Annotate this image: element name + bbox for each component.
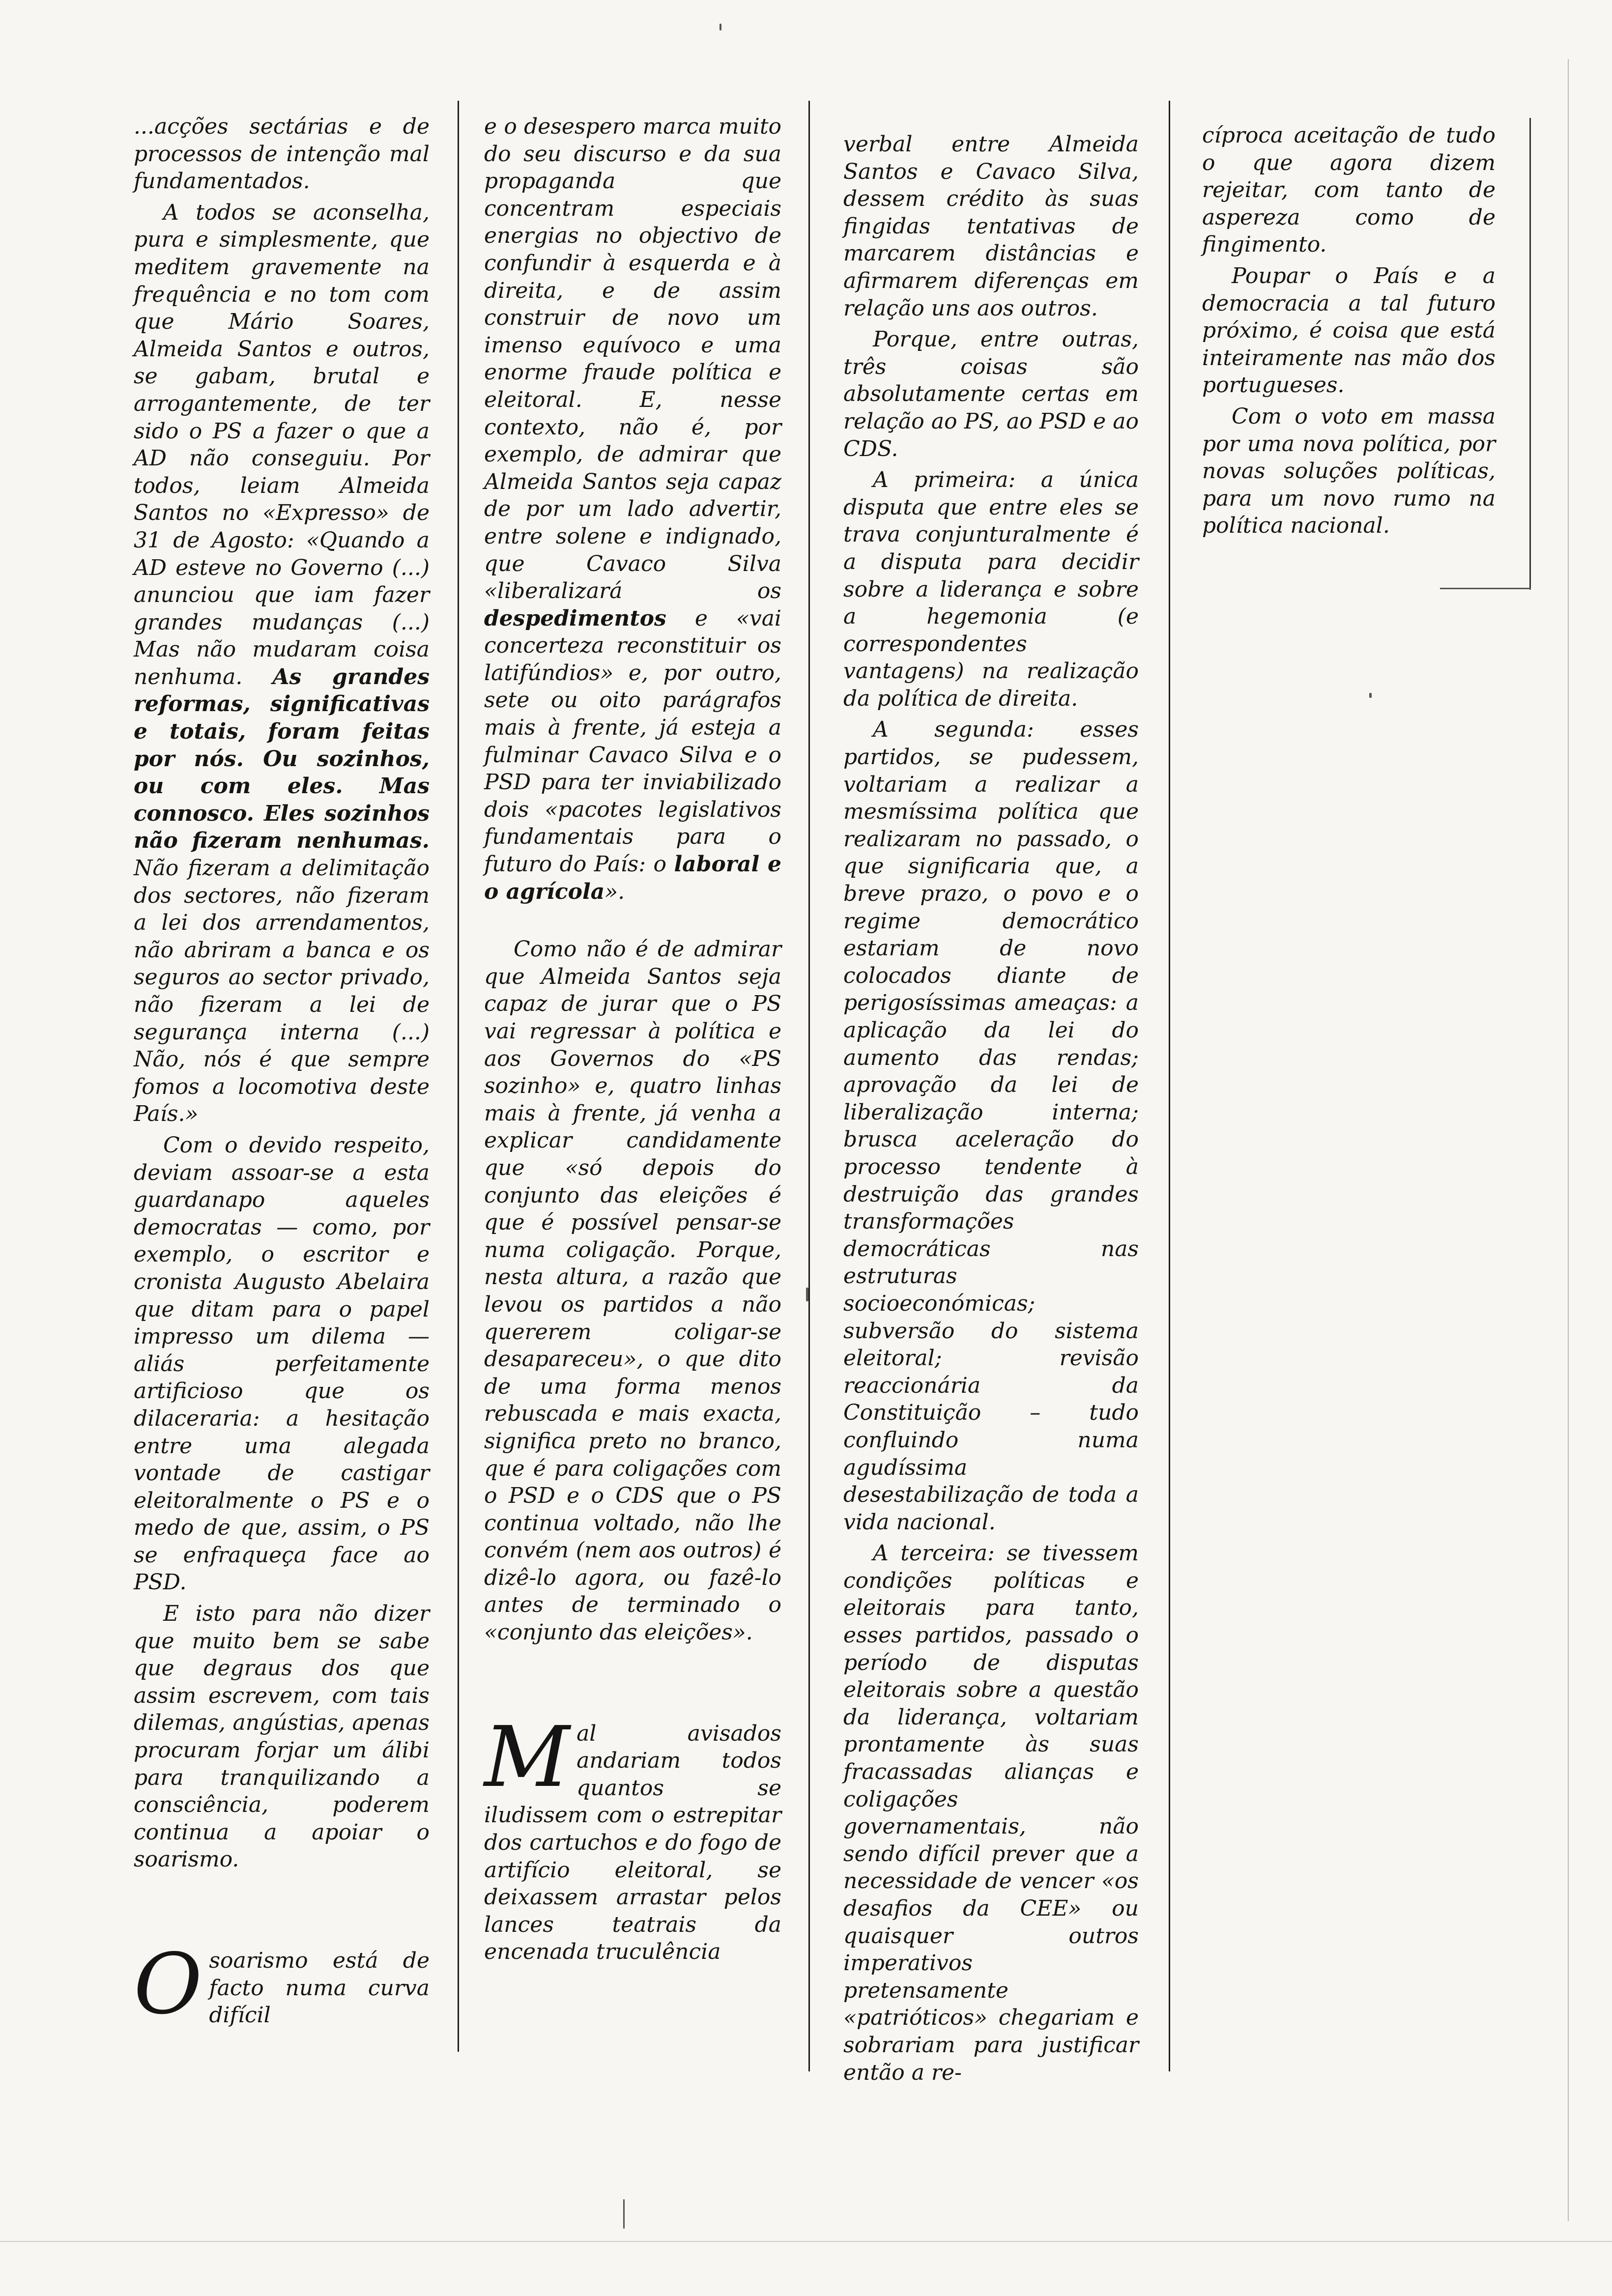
box-border-bottom bbox=[1440, 588, 1531, 589]
drop-cap: O bbox=[134, 1936, 202, 2033]
paragraph: Com o devido respeito, deviam assoar-se a esta guardanapo aqueles democratas — como, por exemplo, o escritor e cronista Augusto Abelaira que ditam para o papel impresso um dilema — aliás perfeitamente artificioso que os dilaceraria: a hesitação entre uma alegada vontade de castigar eleitoralmente o PS e o medo de que, assim, o PS se enfraqueça face ao PSD. bbox=[134, 1132, 430, 1595]
paragraph-text: al avisados andariam todos quantos se iludissem com o estrepitar dos cartuchos e do fogo de artifício eleitoral, se deixassem arrastar pelos lances teatrais da encenada truculência bbox=[484, 1721, 781, 1965]
scan-mark bbox=[1369, 693, 1372, 698]
scan-mark bbox=[1568, 59, 1569, 2221]
paragraph: Com o voto em massa por uma nova política, por novas soluções políticas, para um novo rumo na política nacional. bbox=[1202, 403, 1496, 539]
paragraph bbox=[134, 199, 430, 1128]
paragraph: Porque, entre outras, três coisas são absolutamente certas em relação ao PS, ao PSD e ao CDS. bbox=[843, 327, 1139, 461]
article-column-4 bbox=[1202, 122, 1496, 540]
paragraph: E isto para não dizer que muito bem se sabe que degraus dos que assim escrevem, com tais dilemas, angústias, apenas procuram forjar um álibi para tranquilizando a consciência, poderem continua a apoiar o soarismo. bbox=[134, 1601, 430, 1872]
article-column-2 bbox=[484, 113, 781, 1966]
paragraph-text: Não fizeram a delimitação dos sectores, não fizeram a lei dos arrendamentos, não abriram a banca e os seguros ao sector privado, não fizeram a lei de segurança interna (...) Não, nós é que sempre fomos a locomotiva deste País.» bbox=[134, 856, 430, 1127]
paragraph: A terceira: se tivessem condições políticas e eleitorais para tanto, esses partidos, passado o período de disputas eleitorais sobre a questão da liderança, voltariam prontamente às suas fracassadas alianças e coligações governamentais, não sendo difícil prever que a necessidade de vencer «os desafios da CEE» ou quaisquer outros imperativos pretensamente «patrióticos» chegariam e sobrariam para justificar então a re- bbox=[843, 1541, 1139, 2085]
paragraph-text: soarismo está de facto numa curva difícil bbox=[209, 1948, 430, 2028]
article-column-1 bbox=[134, 113, 430, 2033]
column-divider bbox=[1169, 101, 1170, 2071]
box-border-right bbox=[1529, 118, 1531, 590]
bold-phrase: despedimentos bbox=[484, 605, 666, 631]
bold-quote: As grandes reformas, significativas e totais, foram feitas por nós. Ou sozinhos, ou com eles. Mas connosco. Eles sozinhos não fizeram nenhumas. bbox=[134, 664, 430, 854]
dropcap-paragraph bbox=[134, 1936, 430, 2033]
paragraph-text: A todos se aconselha, pura e simplesmente, que meditem gravemente na frequência e no tom com que Mário Soares, Almeida Santos e outros, se gabam, brutal e arrogantemente, de ter sido o PS a fazer o que a AD não conseguiu. Por todos, leiam Almeida Santos no «Expresso» de 31 de Agosto: «Quando a AD esteve no Governo (...) anunciou que iam fazer grandes mudanças (...) Mas não mudaram coisa nenhuma. bbox=[134, 200, 430, 689]
article-column-3 bbox=[843, 131, 1139, 2086]
column-divider bbox=[808, 101, 810, 2071]
paragraph: Como não é de admirar que Almeida Santos seja capaz de jurar que o PS vai regressar à política e aos Governos do «PS sozinho» e, quatro linhas mais à frente, já venha a explicar candidamente que «só depois do conjunto das eleições é que é possível pensar-se numa coligação. Porque, nesta altura, a razão que levou os partidos a não quererem coligar-se desapareceu», o que dito de uma forma menos rebuscada e mais exacta, significa preto no branco, que é para coligações com o PSD e o CDS que o PS continua voltado, não lhe convém (nem aos outros) é dizê-lo agora, ou fazê-lo antes de terminado o «conjunto das eleições». bbox=[484, 937, 781, 1645]
paragraph: Poupar o País e a democracia a tal futuro próximo, é coisa que está inteiramente nas mão dos portugueses. bbox=[1202, 263, 1496, 398]
paragraph-text: e o desespero marca muito do seu discurso e da sua propaganda que concentram especiais energias no objectivo de confundir à esquerda e à direita, e de assim construir de novo um imenso equívoco e uma enorme fraude política e eleitoral. E, nesse contexto, não é, por exemplo, de admirar que Almeida Santos seja capaz de por um lado advertir, entre solene e indignado, que Cavaco Silva «liberalizará os bbox=[484, 114, 781, 604]
paragraph: A segunda: esses partidos, se pudessem, voltariam a realizar a mesmíssima política que realizaram no passado, o que significaria que, a breve prazo, o povo e o regime democrático estariam de novo colocados diante de perigosíssimas ameaças: a aplicação da lei do aumento das rendas; aprovação da lei de liberalização interna; brusca aceleração do processo tendente à destruição das grandes transformações democráticas nas estruturas socioeconómicas; subversão do sistema eleitoral; revisão reaccionária da Constituição – tudo confluindo numa agudíssima desestabilização de toda a vida nacional. bbox=[843, 717, 1139, 1535]
bold-phrase: laboral e o agrícola bbox=[484, 852, 781, 904]
paragraph: A primeira: a única disputa que entre eles se trava conjunturalmente é a disputa para decidir sobre a liderança e sobre a hegemonia (e correspondentes vantagens) na realização da política de direita. bbox=[843, 467, 1139, 711]
paragraph bbox=[484, 113, 781, 905]
paragraph-text: ». bbox=[604, 879, 625, 904]
drop-cap: M bbox=[484, 1708, 570, 1806]
paragraph: cíproca aceitação de tudo o que agora dizem rejeitar, com tanto de aspereza como de fingimento. bbox=[1202, 123, 1496, 258]
scan-mark bbox=[720, 24, 721, 30]
paragraph-text: e «vai concerteza reconstituir os latifúndios» e, por outro, sete ou oito parágrafos mais à frente, já esteja a fulminar Cavaco Silva e o PSD para ter inviabilizado dois «pacotes legislativos fundamentais para o futuro do País: o bbox=[484, 605, 781, 877]
paragraph: ...acções sectárias e de processos de intenção mal fundamentados. bbox=[134, 114, 430, 194]
paragraph: verbal entre Almeida Santos e Cavaco Silva, dessem crédito às suas fingidas tentativas de marcarem distâncias e afirmarem diferenças em relação uns aos outros. bbox=[843, 132, 1139, 321]
dropcap-paragraph bbox=[484, 1708, 781, 1966]
scan-mark bbox=[806, 1288, 808, 1301]
scan-mark bbox=[0, 2241, 1612, 2242]
scan-mark bbox=[623, 2199, 625, 2229]
column-divider bbox=[458, 101, 459, 2052]
